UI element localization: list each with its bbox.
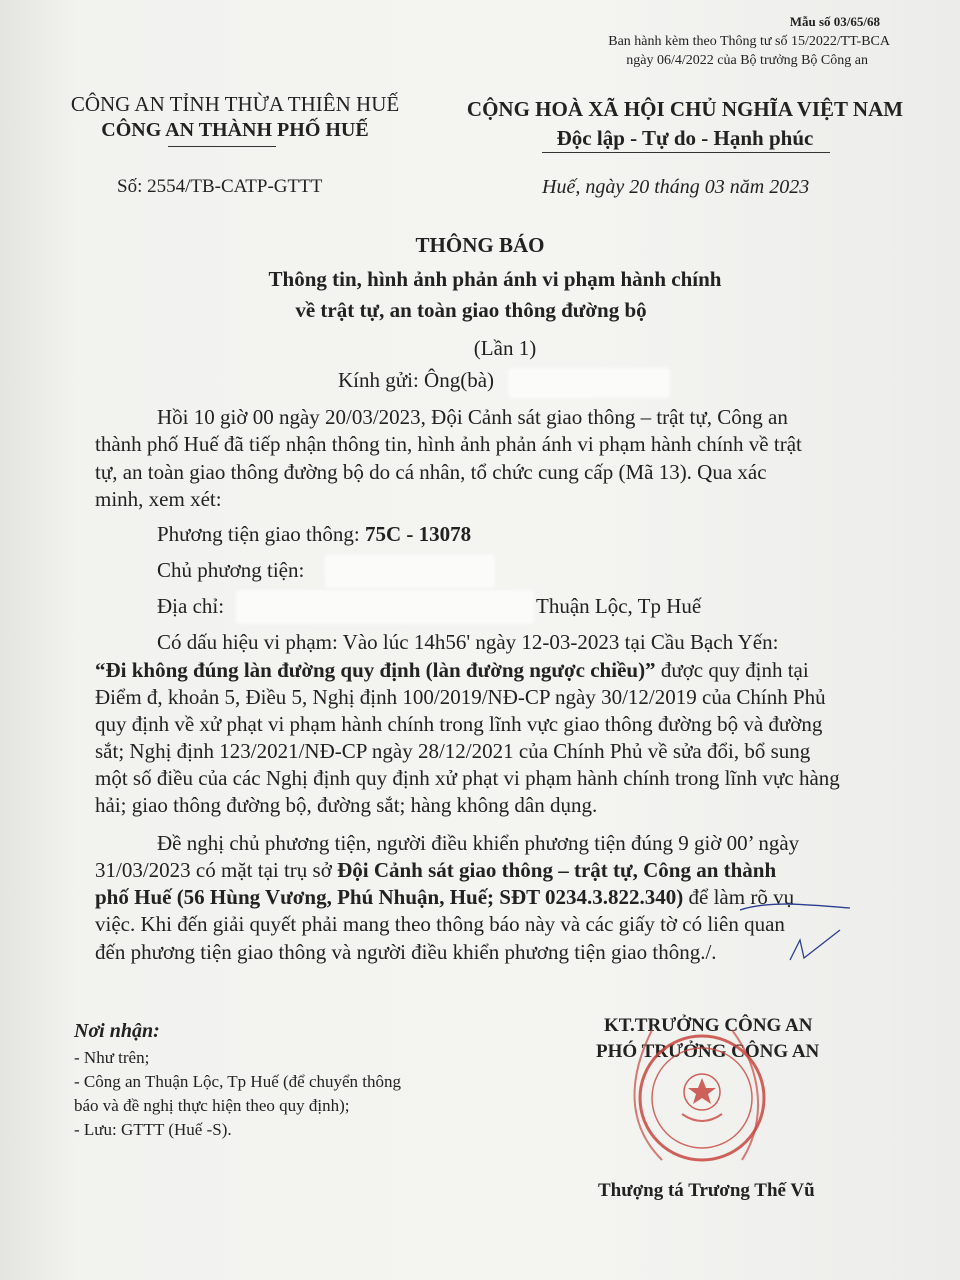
p3-office-name: Đội Cảnh sát giao thông – trật tự, Công an thành (337, 858, 777, 882)
place-and-date: Huế, ngày 20 tháng 03 năm 2023 (542, 176, 810, 198)
address-tail: Thuận Lộc, Tp Huế (536, 594, 702, 618)
recipient-1: - Như trên; (74, 1048, 150, 1067)
recipient-3: - Lưu: GTTT (Huế -S). (74, 1120, 232, 1139)
p1-line-4: minh, xem xét: (95, 487, 222, 511)
official-stamp (592, 1010, 782, 1180)
recipient-2-cont: báo và đề nghị thực hiện theo quy định); (74, 1096, 350, 1115)
p3-line-2 (95, 858, 776, 883)
addressee-label: Kính gửi: Ông(bà) (338, 368, 495, 392)
document-subtitle-1: Thông tin, hình ảnh phản ánh vi phạm hành chính (268, 267, 722, 291)
p3-line-4: việc. Khi đến giải quyết phải mang theo thông báo này và các giấy tờ có liên quan (95, 912, 785, 936)
country-name: CỘNG HOÀ XÃ HỘI CHỦ NGHĨA VIỆT NAM (466, 97, 904, 121)
issued-by-line1: Ban hành kèm theo Thông tư số 15/2022/TT-BCA (608, 34, 890, 49)
p3-line-2a: 31/03/2023 có mặt tại trụ sở (95, 858, 338, 882)
p3-line-1: Đề nghị chủ phương tiện, người điều khiển phương tiện đúng 9 giờ 00’ ngày (157, 831, 800, 855)
notice-round: (Lần 1) (473, 336, 537, 360)
p3-line-5: đến phương tiện giao thông và người điều khiển phương tiện giao thông./. (95, 940, 717, 964)
p1-line-3: tự, an toàn giao thông đường bộ do cá nhân, tổ chức cung cấp (Mã 13). Qua xác (95, 460, 767, 484)
vehicle-plate: 75C - 13078 (364, 522, 472, 546)
p2-line-2 (95, 658, 809, 683)
document-number: Số: 2554/TB-CATP-GTTT (117, 176, 323, 197)
org-city: CÔNG AN THÀNH PHỐ HUẾ (101, 119, 369, 141)
redacted-addressee (510, 370, 668, 396)
p2-line-1: Có dấu hiệu vi phạm: Vào lúc 14h56' ngày 12-03-2023 tại Cầu Bạch Yến: (157, 630, 779, 654)
vehicle-label: Phương tiện giao thông: (157, 522, 365, 546)
p3-line-3c: để làm rõ vụ (683, 885, 795, 909)
document-title: THÔNG BÁO (415, 233, 545, 257)
org-underline (168, 146, 276, 147)
p3-line-3 (95, 885, 794, 910)
address-label: Địa chỉ: (157, 594, 225, 618)
redacted-address (238, 592, 532, 622)
signature-title-2: PHÓ TRƯỞNG CÔNG AN (596, 1041, 820, 1062)
p2-line-3: Điểm đ, khoản 5, Điều 5, Nghị định 100/2019/NĐ-CP ngày 30/12/2019 của Chính Phủ (95, 685, 826, 709)
recipient-2: - Công an Thuận Lộc, Tp Huế (để chuyển thông (74, 1072, 402, 1091)
issued-by-line2: ngày 06/4/2022 của Bộ trưởng Bộ Công an (626, 53, 868, 68)
p2-line-2-tail: được quy định tại (655, 658, 809, 682)
form-number: Mẫu số 03/65/68 (789, 14, 880, 29)
violation-text: “Đi không đúng làn đường quy định (làn đường ngược chiều)” (95, 658, 656, 682)
signature-title-1: KT.TRƯỞNG CÔNG AN (604, 1015, 813, 1036)
document-subtitle-2: về trật tự, an toàn giao thông đường bộ (295, 298, 647, 322)
owner-label: Chủ phương tiện: (157, 558, 305, 582)
vehicle-line (157, 522, 471, 547)
p3-office-address: phố Huế (56 Hùng Vương, Phú Nhuận, Huế; SĐT 0234.3.822.340) (95, 885, 684, 909)
pen-mark (730, 880, 870, 970)
motto-underline (542, 152, 830, 153)
signer-name: Thượng tá Trương Thế Vũ (598, 1180, 815, 1201)
p1-line-2: thành phố Huế đã tiếp nhận thông tin, hình ảnh phản ánh vi phạm hành chính về trật (95, 432, 802, 456)
org-province: CÔNG AN TỈNH THỪA THIÊN HUẾ (70, 92, 400, 116)
redacted-owner (327, 556, 493, 586)
p2-line-5: sắt; Nghị định 123/2021/NĐ-CP ngày 28/12/2021 của Chính Phủ về sửa đổi, bổ sung (95, 739, 811, 763)
p1-line-1: Hồi 10 giờ 00 ngày 20/03/2023, Đội Cảnh sát giao thông – trật tự, Công an (157, 405, 788, 429)
p2-line-6: một số điều của các Nghị định quy định xử phạt vi phạm hành chính trong lĩnh vực hàng (95, 766, 840, 790)
national-motto: Độc lập - Tự do - Hạnh phúc (556, 126, 814, 150)
p2-line-7: hải; giao thông đường bộ, đường sắt; hàng không dân dụng. (95, 793, 598, 817)
recipients-title: Nơi nhận: (74, 1020, 160, 1042)
p2-line-4: quy định về xử phạt vi phạm hành chính trong lĩnh vực giao thông đường bộ và đường (95, 712, 823, 736)
